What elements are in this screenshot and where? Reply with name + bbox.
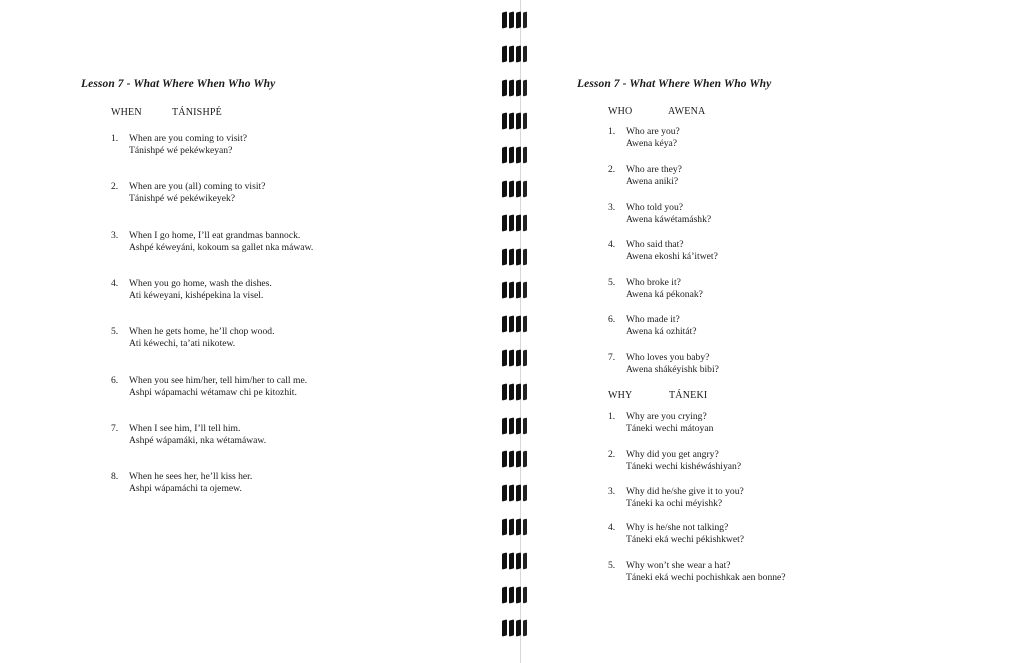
english-sentence: When he sees her, he’ll kiss her. bbox=[129, 471, 253, 482]
why-term: TÁNEKI bbox=[669, 390, 708, 401]
coil-bar bbox=[516, 349, 521, 366]
coil-bar bbox=[516, 214, 521, 231]
coil-bar bbox=[516, 485, 521, 502]
right-page bbox=[532, 0, 1024, 663]
coil-bar bbox=[502, 45, 507, 62]
coil-bar bbox=[502, 316, 507, 333]
coil-bar bbox=[523, 586, 527, 603]
coil-bar bbox=[502, 620, 507, 637]
coil-bar bbox=[509, 282, 514, 299]
coil-bar bbox=[523, 12, 527, 29]
item-number: 8. bbox=[111, 471, 119, 482]
item-number: 7. bbox=[608, 352, 616, 363]
who-term: AWENA bbox=[668, 106, 706, 117]
coil-bar bbox=[516, 180, 521, 197]
item-number: 3. bbox=[608, 202, 616, 213]
coil-bar bbox=[523, 519, 527, 536]
coil-bar bbox=[523, 316, 527, 333]
when-label: WHEN bbox=[111, 107, 142, 118]
coil-bar bbox=[502, 113, 507, 130]
english-sentence: Who told you? bbox=[626, 202, 684, 213]
coil-bar bbox=[523, 113, 527, 130]
right-lesson-title: Lesson 7 - What Where When Who Why bbox=[577, 78, 772, 90]
english-sentence: Who are they? bbox=[626, 164, 682, 175]
coil-bar bbox=[523, 417, 527, 434]
coil-bar bbox=[509, 113, 514, 130]
left-page bbox=[0, 0, 498, 663]
coil-bar bbox=[502, 383, 507, 400]
english-sentence: When I see him, I’ll tell him. bbox=[129, 423, 241, 434]
translation-sentence: Ashpé wápamáki, nka wétamáwaw. bbox=[129, 435, 267, 446]
coil-bar bbox=[523, 79, 527, 96]
item-number: 1. bbox=[111, 133, 119, 144]
coil-bar bbox=[523, 147, 527, 164]
item-number: 3. bbox=[111, 230, 119, 241]
when-term: TÁNISHPÉ bbox=[172, 107, 222, 118]
english-sentence: When you see him/her, tell him/her to call me. bbox=[129, 375, 308, 386]
coil-bar bbox=[516, 282, 521, 299]
item-number: 6. bbox=[608, 314, 616, 325]
translation-sentence: Táneki ka ochi méyishk? bbox=[626, 498, 723, 509]
english-sentence: Why did he/she give it to you? bbox=[626, 486, 744, 497]
item-number: 5. bbox=[608, 560, 616, 571]
coil-bar bbox=[523, 214, 527, 231]
binding-coil bbox=[501, 80, 528, 96]
coil-bar bbox=[516, 45, 521, 62]
coil-bar bbox=[516, 451, 521, 468]
binding-coil bbox=[501, 12, 528, 28]
left-lesson-title: Lesson 7 - What Where When Who Why bbox=[81, 78, 276, 90]
coil-bar bbox=[509, 552, 514, 569]
coil-bar bbox=[509, 45, 514, 62]
why-label: WHY bbox=[608, 390, 633, 401]
translation-sentence: Awena káwétamáshk? bbox=[626, 214, 712, 225]
coil-bar bbox=[509, 586, 514, 603]
item-number: 6. bbox=[111, 375, 119, 386]
coil-bar bbox=[509, 11, 514, 28]
english-sentence: When are you (all) coming to visit? bbox=[129, 181, 266, 192]
item-number: 7. bbox=[111, 423, 119, 434]
coil-bar bbox=[502, 147, 507, 164]
translation-sentence: Ashpé kéweyáni, kokoum sa gallet nka máwaw. bbox=[129, 242, 314, 253]
when-section-heading bbox=[111, 107, 222, 118]
coil-bar bbox=[509, 79, 514, 96]
coil-bar bbox=[523, 451, 527, 468]
binding-coil bbox=[501, 215, 528, 231]
english-sentence: When you go home, wash the dishes. bbox=[129, 278, 272, 289]
binding-coil bbox=[501, 249, 528, 265]
who-label: WHO bbox=[608, 106, 633, 117]
item-number: 4. bbox=[111, 278, 119, 289]
why-section-heading bbox=[608, 390, 708, 401]
coil-bar bbox=[502, 282, 507, 299]
item-number: 4. bbox=[608, 522, 616, 533]
translation-sentence: Táneki eká wechi pochishkak aen bonne? bbox=[626, 572, 786, 583]
coil-bar bbox=[516, 113, 521, 130]
english-sentence: Why are you crying? bbox=[626, 411, 707, 422]
coil-bar bbox=[502, 586, 507, 603]
coil-bar bbox=[523, 45, 527, 62]
translation-sentence: Ati kéwechi, ta’ati nikotew. bbox=[129, 338, 236, 349]
coil-bar bbox=[509, 180, 514, 197]
coil-bar bbox=[516, 79, 521, 96]
coil-bar bbox=[509, 451, 514, 468]
item-number: 1. bbox=[608, 126, 616, 137]
english-sentence: Why won’t she wear a hat? bbox=[626, 560, 731, 571]
item-number: 5. bbox=[608, 277, 616, 288]
translation-sentence: Awena kéya? bbox=[626, 138, 678, 149]
binding-coil bbox=[501, 113, 528, 129]
item-number: 2. bbox=[111, 181, 119, 192]
english-sentence: Who said that? bbox=[626, 239, 684, 250]
binding-coil bbox=[501, 418, 528, 434]
translation-sentence: Ati kéweyani, kishépekina la visel. bbox=[129, 290, 264, 301]
coil-bar bbox=[502, 79, 507, 96]
coil-bar bbox=[502, 248, 507, 265]
coil-bar bbox=[523, 485, 527, 502]
translation-sentence: Awena ká pékonak? bbox=[626, 289, 703, 300]
binding-coil bbox=[501, 519, 528, 535]
translation-sentence: Táneki eká wechi pékishkwet? bbox=[626, 534, 745, 545]
english-sentence: Why is he/she not talking? bbox=[626, 522, 729, 533]
binding-coil bbox=[501, 620, 528, 636]
coil-bar bbox=[523, 620, 527, 637]
item-number: 2. bbox=[608, 449, 616, 460]
coil-bar bbox=[516, 417, 521, 434]
translation-sentence: Ashpi wápamachi wétamaw chi pe kitozhit. bbox=[129, 387, 297, 398]
english-sentence: Who are you? bbox=[626, 126, 680, 137]
english-sentence: When he gets home, he’ll chop wood. bbox=[129, 326, 275, 337]
coil-bar bbox=[502, 417, 507, 434]
coil-bar bbox=[509, 383, 514, 400]
binding-coil bbox=[501, 282, 528, 298]
item-number: 1. bbox=[608, 411, 616, 422]
translation-sentence: Ashpi wápamáchi ta ojemew. bbox=[129, 483, 242, 494]
binding-coil bbox=[501, 485, 528, 501]
coil-bar bbox=[502, 485, 507, 502]
coil-bar bbox=[516, 248, 521, 265]
coil-bar bbox=[523, 248, 527, 265]
translation-sentence: Awena ekoshi ká’itwet? bbox=[626, 251, 718, 262]
who-section-heading bbox=[608, 106, 706, 117]
binding-coil bbox=[501, 451, 528, 467]
binding-coil bbox=[501, 181, 528, 197]
english-sentence: Who made it? bbox=[626, 314, 680, 325]
coil-bar bbox=[516, 316, 521, 333]
english-sentence: When I go home, I’ll eat grandmas bannock. bbox=[129, 230, 301, 241]
coil-bar bbox=[509, 214, 514, 231]
english-sentence: Why did you get angry? bbox=[626, 449, 719, 460]
binding-coil bbox=[501, 46, 528, 62]
binding-coil bbox=[501, 553, 528, 569]
coil-bar bbox=[502, 11, 507, 28]
translation-sentence: Táneki wechi kishéwáshiyan? bbox=[626, 461, 742, 472]
english-sentence: Who loves you baby? bbox=[626, 352, 710, 363]
item-number: 5. bbox=[111, 326, 119, 337]
binding-coil bbox=[501, 350, 528, 366]
coil-bar bbox=[509, 417, 514, 434]
coil-bar bbox=[509, 518, 514, 535]
coil-bar bbox=[502, 214, 507, 231]
coil-bar bbox=[502, 552, 507, 569]
item-number: 2. bbox=[608, 164, 616, 175]
translation-sentence: Awena aniki? bbox=[626, 176, 679, 187]
coil-bar bbox=[523, 350, 527, 367]
coil-bar bbox=[509, 620, 514, 637]
coil-bar bbox=[509, 485, 514, 502]
coil-bar bbox=[523, 383, 527, 400]
coil-bar bbox=[509, 248, 514, 265]
translation-sentence: Táneki wechi mátoyan bbox=[626, 423, 714, 434]
coil-bar bbox=[502, 518, 507, 535]
spiral-binding bbox=[498, 0, 532, 663]
translation-sentence: Awena shákéyishk bibi? bbox=[626, 364, 719, 375]
coil-bar bbox=[523, 282, 527, 299]
coil-bar bbox=[516, 11, 521, 28]
binding-coil bbox=[501, 587, 528, 603]
coil-bar bbox=[502, 349, 507, 366]
coil-bar bbox=[502, 451, 507, 468]
coil-bar bbox=[509, 316, 514, 333]
english-sentence: Who broke it? bbox=[626, 277, 681, 288]
coil-bar bbox=[516, 552, 521, 569]
coil-bar bbox=[516, 147, 521, 164]
coil-bar bbox=[516, 620, 521, 637]
coil-bar bbox=[523, 181, 527, 198]
binding-coil bbox=[501, 316, 528, 332]
coil-bar bbox=[509, 147, 514, 164]
item-number: 4. bbox=[608, 239, 616, 250]
item-number: 3. bbox=[608, 486, 616, 497]
coil-bar bbox=[509, 349, 514, 366]
coil-bar bbox=[523, 552, 527, 569]
english-sentence: When are you coming to visit? bbox=[129, 133, 248, 144]
translation-sentence: Tánishpé wé pekéwikeyek? bbox=[129, 193, 236, 204]
translation-sentence: Awena ká ozhitát? bbox=[626, 326, 697, 337]
coil-bar bbox=[502, 180, 507, 197]
coil-bar bbox=[516, 518, 521, 535]
binding-coil bbox=[501, 147, 528, 163]
translation-sentence: Tánishpé wé pekéwkeyan? bbox=[129, 145, 233, 156]
coil-bar bbox=[516, 586, 521, 603]
binding-coil bbox=[501, 384, 528, 400]
coil-bar bbox=[516, 383, 521, 400]
